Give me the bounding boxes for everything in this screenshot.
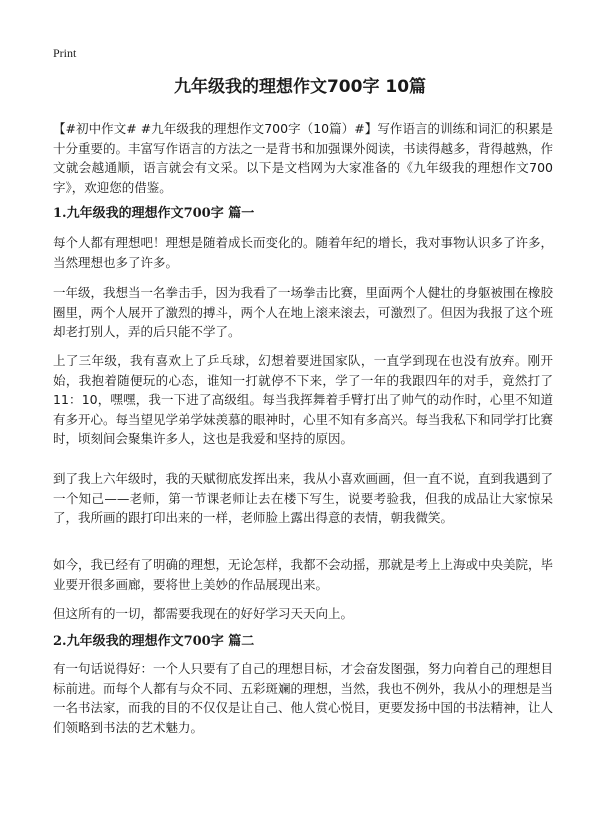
section1-paragraph-3: 上了三年级，我有喜欢上了乒乓球，幻想着要进国家队，一直学到现在也没有放弃。刚开始，我抱着随便玩的心态，谁知一打就停不下来，学了一年的我跟四年的对手，竟然打了11：10，嘿嘿，我一下进了高级组。每当我挥舞着手臂打出了帅气的动作时，心里不知道有多开心。每当望见学弟学妹羡慕的眼神时，心里不知有多高兴。每当我私下和同学打比赛时，顷刻间会聚集许多人，这也是我爱和坚持的原因。: [53, 353, 554, 447]
section1-paragraph-2: 一年级，我想当一名拳击手，因为我看了一场拳击比赛，里面两个人健壮的身躯被围在橡胶圈里，两个人展开了激烈的搏斗，两个人在地上滚来滚去，可激烈了。但因为我报了这个班却老打别人，弄的后只能不学了。: [53, 285, 554, 340]
page-title: 九年级我的理想作文700字 10篇: [173, 77, 427, 97]
section1-paragraph-6: 但这所有的一切，都需要我现在的好好学习天天向上。: [53, 606, 354, 621]
print-label: Print: [53, 46, 77, 60]
section1-paragraph-5: 如今，我已经有了明确的理想，无论怎样，我都不会动摇，那就是考上上海或中央美院，毕业要开很多画廊，要将世上美妙的作品展现出来。: [53, 557, 554, 592]
intro-paragraph: 【#初中作文# #九年级我的理想作文700字（10篇）#】写作语言的训练和词汇的积累是十分重要的。丰富写作语言的方法之一是背书和加强课外阅读，书读得越多，背得越熟，作文就会越通顺，语言就会有文采。以下是文档网为大家准备的《九年级我的理想作文700字》，欢迎您的借鉴。: [53, 121, 554, 195]
section2-heading: 2.九年级我的理想作文700字 篇二: [53, 634, 255, 649]
section2-paragraph-1: 有一句话说得好：一个人只要有了自己的理想目标，才会奋发图强，努力向着自己的理想目标前进。而每个人都有与众不同、五彩斑斓的理想，当然，我也不例外，我从小的理想是当一名书法家，而我的目的不仅仅是让自己、他人赏心悦目，更要发扬中国的书法精神，让人们领略到书法的艺术魅力。: [53, 661, 554, 735]
section1-paragraph-1: 每个人都有理想吧！理想是随着成长而变化的。随着年纪的增长，我对事物认识多了许多，当然理想也多了许多。: [53, 235, 554, 270]
section1-paragraph-4: 到了我上六年级时，我的天赋彻底发挥出来，我从小喜欢画画，但一直不说，直到我遇到了一个知己——老师，第一节课老师让去在楼下写生，说要考验我，但我的成品让大家惊呆了，我所画的跟打印出来的一样，老师脸上露出得意的表情，朝我微笑。: [53, 471, 554, 526]
section1-heading: 1.九年级我的理想作文700字 篇一: [53, 206, 255, 221]
